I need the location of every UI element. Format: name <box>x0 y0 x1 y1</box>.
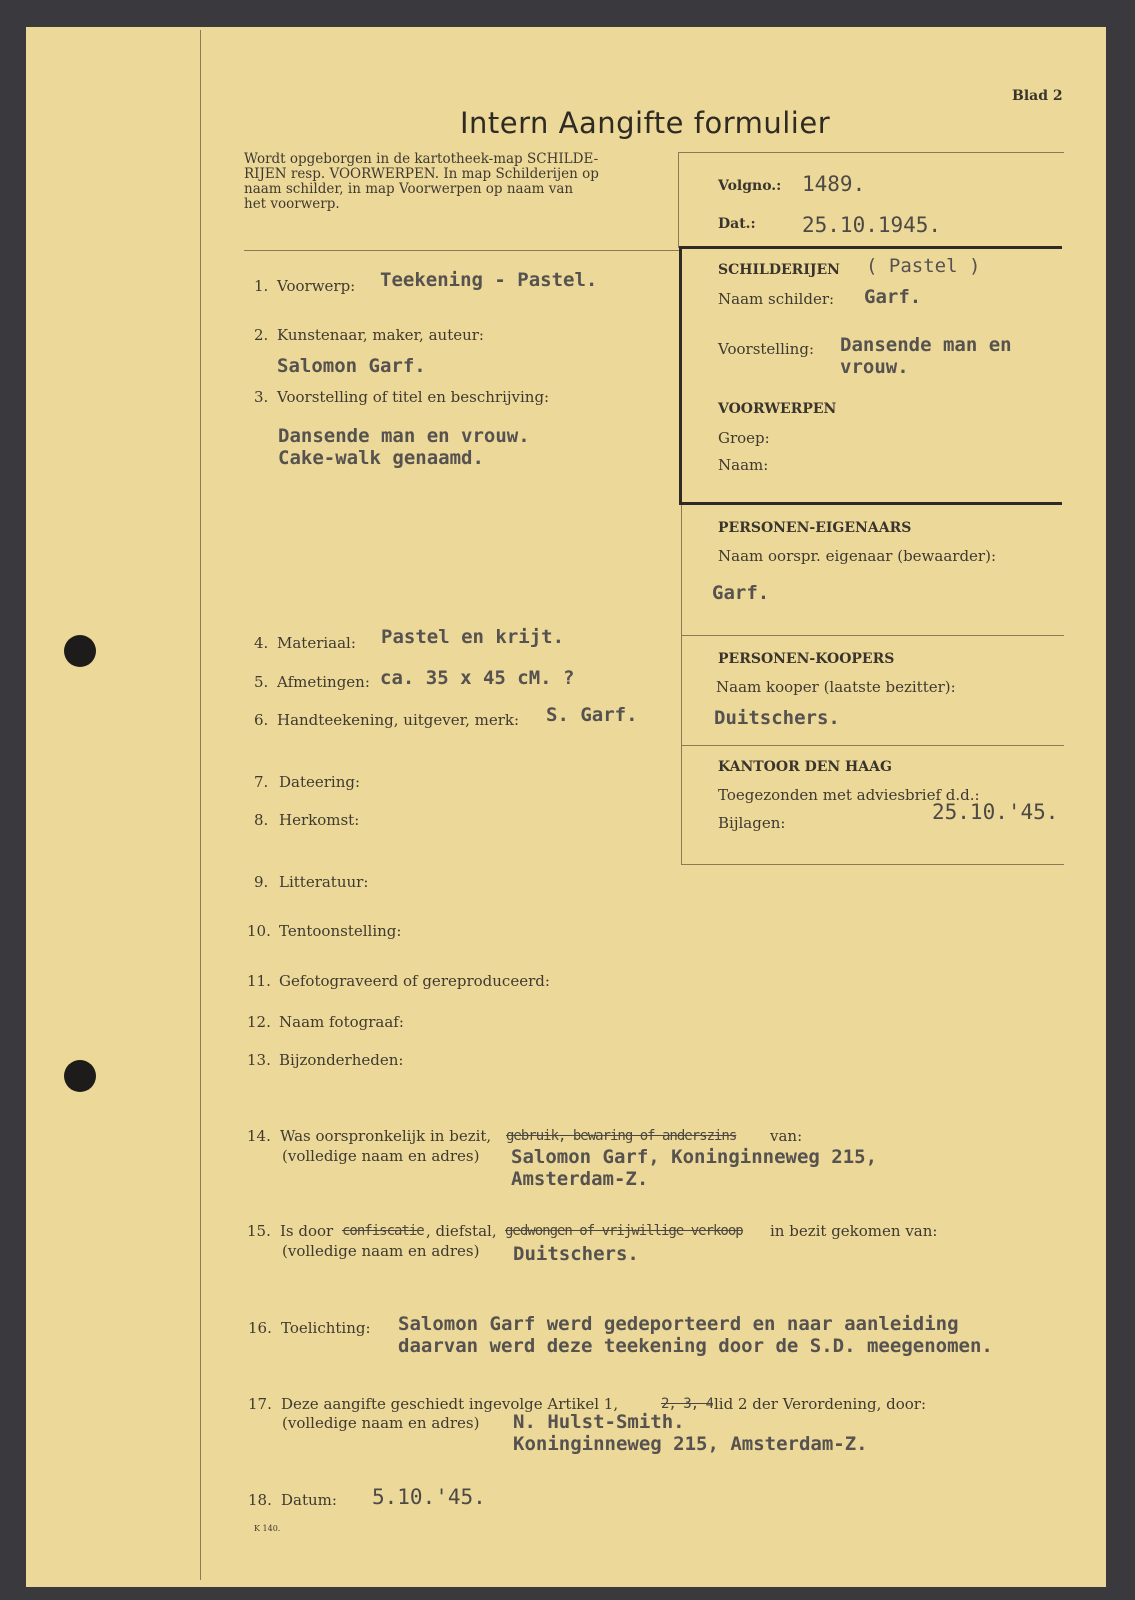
declaration-label: Deze aangifte geschiedt ingevolge Artikel 1, <box>281 1395 619 1413</box>
depiction-value: vrouw. <box>840 356 909 378</box>
buyers-label: Naam kooper (laatste bezitter): <box>716 678 956 696</box>
original-owner-value: Amsterdam-Z. <box>511 1168 649 1190</box>
voorwerpen-heading: VOORWERPEN <box>718 401 837 417</box>
object-name-label: Naam: <box>718 456 769 474</box>
field-number: 14. <box>247 1127 271 1145</box>
original-owner-label: Was oorspronkelijk in bezit, <box>280 1127 492 1145</box>
artist-label: Kunstenaar, maker, auteur: <box>277 326 484 344</box>
field-number: 10. <box>247 922 271 940</box>
object-label: Voorwerp: <box>277 277 356 295</box>
date-label: Dat.: <box>718 216 756 232</box>
particulars-label: Bijzonderheden: <box>279 1051 404 1069</box>
dimensions-label: Afmetingen: <box>277 673 370 691</box>
field-number: 18. <box>248 1491 272 1509</box>
struck-text: confiscatie <box>342 1223 424 1239</box>
field-number: 7. <box>254 773 269 791</box>
office-heading: KANTOOR DEN HAAG <box>718 759 892 775</box>
description-label: Voorstelling of titel en beschrijving: <box>277 388 550 406</box>
acquired-label: in bezit gekomen van: <box>770 1222 938 1240</box>
field-number: 5. <box>254 673 269 691</box>
dimensions-value: ca. 35 x 45 cM. ? <box>380 667 575 689</box>
painter-value: Garf. <box>864 286 922 308</box>
rule <box>678 152 679 248</box>
field-number: 8. <box>254 811 269 829</box>
sent-label: Toegezonden met adviesbrief d.d.: <box>718 786 980 804</box>
owners-value: Garf. <box>712 582 770 604</box>
material-label: Materiaal: <box>277 634 356 652</box>
rule <box>681 864 1064 865</box>
description-value: Dansende man en vrouw. <box>278 425 530 447</box>
punch-hole-bottom <box>64 1060 96 1092</box>
signature-value: S. Garf. <box>546 704 638 726</box>
field-number: 16. <box>248 1319 272 1337</box>
field-number: 1. <box>254 277 269 295</box>
punch-hole-top <box>64 635 96 667</box>
volgno-label: Volgno.: <box>718 178 782 194</box>
rule <box>681 635 682 745</box>
struck-text: 2, 3, 4 <box>661 1396 713 1412</box>
depiction-value: Dansende man en <box>840 334 1012 356</box>
owners-heading: PERSONEN-EIGENAARS <box>718 520 912 536</box>
field-number: 12. <box>247 1013 271 1031</box>
explanation-value: daarvan werd deze teekening door de S.D. meegenomen. <box>398 1335 993 1357</box>
acquired-value: Duitschers. <box>513 1243 639 1265</box>
date-field-value: 5.10.'45. <box>372 1485 486 1509</box>
dating-label: Dateering: <box>279 773 361 791</box>
group-label: Groep: <box>718 429 770 447</box>
object-value: Teekening - Pastel. <box>380 269 598 291</box>
exhibition-label: Tentoonstelling: <box>279 922 402 940</box>
buyers-value: Duitschers. <box>714 707 840 729</box>
rule <box>681 635 1064 636</box>
explanation-value: Salomon Garf werd gedeporteerd en naar aanleiding <box>398 1313 959 1335</box>
signature-label: Handteekening, uitgever, merk: <box>277 711 520 729</box>
declaration-sublabel: (volledige naam en adres) <box>282 1414 480 1432</box>
field-number: 17. <box>248 1395 272 1413</box>
original-owner-value: Salomon Garf, Koninginneweg 215, <box>511 1146 878 1168</box>
declarant-value: Koninginneweg 215, Amsterdam-Z. <box>513 1433 868 1455</box>
field-number: 15. <box>247 1222 271 1240</box>
acquired-label: Is door <box>280 1222 334 1240</box>
margin-line <box>200 30 201 1580</box>
field-number: 9. <box>254 873 269 891</box>
artist-value: Salomon Garf. <box>277 355 426 377</box>
form-code: K 140. <box>254 1524 281 1533</box>
material-value: Pastel en krijt. <box>381 626 565 648</box>
date-value: 25.10.1945. <box>802 213 942 237</box>
sheet-number: Blad 2 <box>1012 88 1063 104</box>
instruction-line: RIJEN resp. VOORWERPEN. In map Schilderijen op <box>244 166 599 182</box>
field-number: 2. <box>254 326 269 344</box>
painter-label: Naam schilder: <box>718 290 835 308</box>
acquired-sublabel: (volledige naam en adres) <box>282 1242 480 1260</box>
field-number: 11. <box>247 972 271 990</box>
rule <box>681 745 1064 746</box>
attachments-label: Bijlagen: <box>718 814 786 832</box>
buyers-heading: PERSONEN-KOOPERS <box>718 651 895 667</box>
instruction-line: naam schilder, in map Voorwerpen op naam van <box>244 181 574 197</box>
depiction-label: Voorstelling: <box>718 340 814 358</box>
original-owner-sublabel: (volledige naam en adres) <box>282 1147 480 1165</box>
literature-label: Litteratuur: <box>279 873 369 891</box>
volgno-value: 1489. <box>802 172 866 196</box>
description-value: Cake-walk genaamd. <box>278 447 484 469</box>
date-field-label: Datum: <box>281 1491 337 1509</box>
schilderijen-note: ( Pastel ) <box>866 255 981 277</box>
form-title: Intern Aangifte formulier <box>460 106 831 140</box>
provenance-label: Herkomst: <box>279 811 360 829</box>
rule <box>681 745 682 865</box>
owners-label: Naam oorspr. eigenaar (bewaarder): <box>718 547 997 565</box>
struck-text: gebruik, bewaring of anderszins <box>506 1128 737 1144</box>
rule <box>244 250 679 251</box>
original-owner-label: van: <box>770 1127 803 1145</box>
declaration-label: lid 2 der Verordening, door: <box>714 1395 927 1413</box>
photographed-label: Gefotograveerd of gereproduceerd: <box>279 972 550 990</box>
struck-text: gedwongen of vrijwillige verkoop <box>505 1223 743 1239</box>
acquired-label: , diefstal, <box>426 1222 497 1240</box>
rule <box>678 152 1064 153</box>
photographer-label: Naam fotograaf: <box>279 1013 404 1031</box>
office-date: 25.10.'45. <box>932 800 1059 824</box>
declarant-value: N. Hulst-Smith. <box>513 1411 685 1433</box>
instruction-line: Wordt opgeborgen in de kartotheek-map SCHILDE- <box>244 151 599 167</box>
field-number: 3. <box>254 388 269 406</box>
rule <box>681 505 682 635</box>
field-number: 13. <box>247 1051 271 1069</box>
explanation-label: Toelichting: <box>281 1319 371 1337</box>
schilderijen-heading: SCHILDERIJEN <box>718 262 840 278</box>
field-number: 6. <box>254 711 269 729</box>
field-number: 4. <box>254 634 269 652</box>
instruction-line: het voorwerp. <box>244 196 340 212</box>
